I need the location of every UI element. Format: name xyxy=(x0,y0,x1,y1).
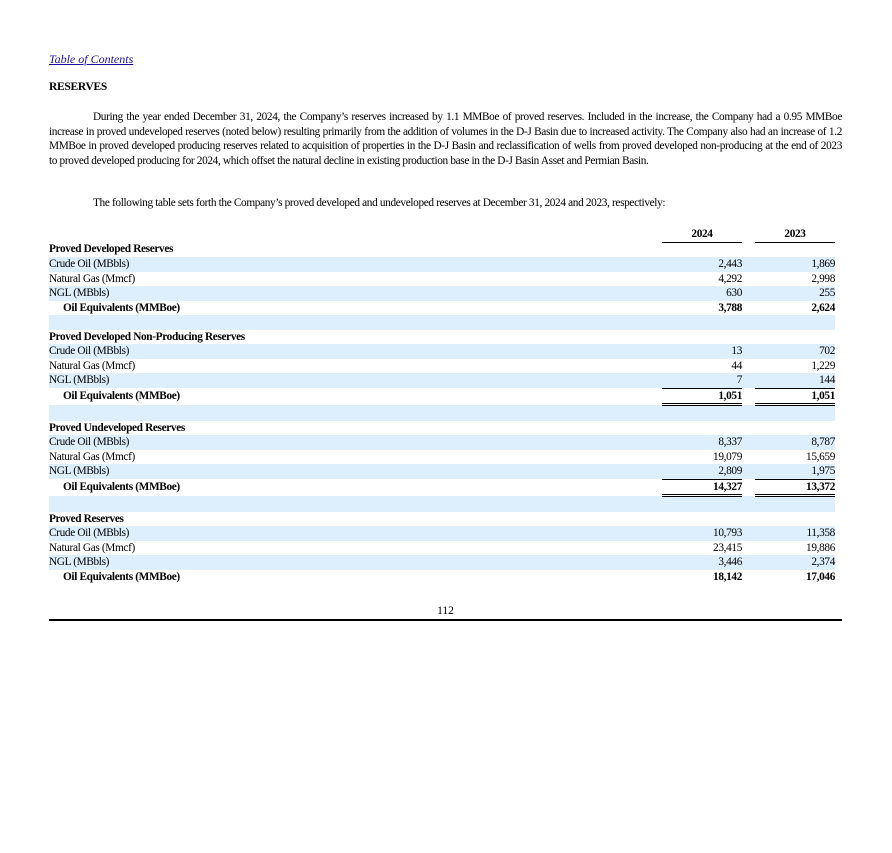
row-label: NGL (MBbls) xyxy=(49,464,662,479)
total-2024: 3,788 xyxy=(718,301,742,314)
row-label: Natural Gas (Mmcf) xyxy=(49,272,135,285)
value-2024: 2,809 xyxy=(662,464,742,479)
section-title-row xyxy=(49,512,835,527)
value-2024: 13 xyxy=(662,344,742,359)
total-label: Oil Equivalents (MMBoe) xyxy=(63,301,180,314)
total-row xyxy=(49,570,835,585)
value-2024: 4,292 xyxy=(718,272,742,285)
spacer-row xyxy=(49,315,835,330)
spacer-row xyxy=(49,405,835,421)
table-row xyxy=(49,286,835,301)
value-2024: 7 xyxy=(662,373,742,388)
value-2023: 702 xyxy=(755,344,835,359)
total-2024: 14,327 xyxy=(662,479,742,496)
column-header-2024: 2024 xyxy=(662,227,742,242)
total-2023: 17,046 xyxy=(806,570,835,583)
column-header-2023: 2023 xyxy=(755,227,835,242)
reserves-paragraph: During the year ended December 31, 2024, the Company’s reserves increased by 1.1 MMBoe of proved reserves. Included in the increase, the Company had a 0.95 MMBoe increase in proved undeveloped reserves (noted below) resulting primarily from the addition of volumes in the D-J Basin due to increased activity. The Company also had an increase of 1.2 MMBoe in proved developed producing reserves related to acquisition of properties in the D-J Basin and reclassification of wells from proved developed non-producing at the end of 2023 to proved developed producing for 2024, which offset the natural decline in existing production base in the D-J Basin Asset and Permian Basin. xyxy=(49,111,842,167)
row-label: Natural Gas (Mmcf) xyxy=(49,359,135,372)
row-label: Natural Gas (Mmcf) xyxy=(49,450,135,463)
reserves-table xyxy=(49,227,835,584)
total-label: Oil Equivalents (MMBoe) xyxy=(63,570,180,583)
section-title: Proved Developed Reserves xyxy=(49,243,174,256)
row-label: Crude Oil (MBbls) xyxy=(49,435,662,450)
table-row xyxy=(49,272,835,287)
table-row xyxy=(49,464,835,479)
table-row xyxy=(49,526,835,541)
value-2023: 144 xyxy=(755,373,835,388)
section-title: Proved Reserves xyxy=(49,512,124,525)
table-of-contents-link[interactable]: Table of Contents xyxy=(49,52,134,66)
total-row xyxy=(49,479,835,496)
row-label: Crude Oil (MBbls) xyxy=(49,526,662,541)
section-title-row xyxy=(49,421,835,436)
total-2023: 13,372 xyxy=(755,479,835,496)
table-row xyxy=(49,450,835,465)
table-intro-paragraph: The following table sets forth the Company’s proved developed and undeveloped reserves at December 31, 2024 and 2023, respectively: xyxy=(93,197,666,209)
value-2023: 1,229 xyxy=(811,359,835,372)
table-header-row xyxy=(49,227,835,242)
total-label: Oil Equivalents (MMBoe) xyxy=(63,390,180,402)
table-row xyxy=(49,555,835,570)
value-2024: 19,079 xyxy=(713,450,742,463)
total-label: Oil Equivalents (MMBoe) xyxy=(63,481,180,493)
value-2023: 8,787 xyxy=(755,435,835,450)
value-2023: 2,374 xyxy=(755,555,835,570)
value-2023: 1,869 xyxy=(755,257,835,272)
total-row xyxy=(49,301,835,316)
row-label: Crude Oil (MBbls) xyxy=(49,344,662,359)
value-2024: 3,446 xyxy=(662,555,742,570)
value-2023: 1,975 xyxy=(755,464,835,479)
page-footer-rule xyxy=(49,619,842,621)
row-label: Natural Gas (Mmcf) xyxy=(49,541,135,554)
value-2024: 10,793 xyxy=(662,526,742,541)
value-2024: 630 xyxy=(662,286,742,301)
section-title-row xyxy=(49,330,835,345)
value-2023: 11,358 xyxy=(755,526,835,541)
value-2023: 2,998 xyxy=(811,272,835,285)
section-heading: RESERVES xyxy=(49,81,107,93)
total-2023: 2,624 xyxy=(811,301,835,314)
value-2024: 2,443 xyxy=(662,257,742,272)
table-row xyxy=(49,257,835,272)
page-number: 112 xyxy=(437,605,454,617)
value-2023: 15,659 xyxy=(806,450,835,463)
table-row xyxy=(49,541,835,556)
total-row xyxy=(49,388,835,405)
value-2024: 44 xyxy=(731,359,742,372)
value-2024: 8,337 xyxy=(662,435,742,450)
value-2024: 23,415 xyxy=(713,541,742,554)
section-title-row xyxy=(49,242,835,257)
row-label: NGL (MBbls) xyxy=(49,555,662,570)
value-2023: 19,886 xyxy=(806,541,835,554)
total-2024: 1,051 xyxy=(662,388,742,405)
spacer-row xyxy=(49,496,835,512)
table-row xyxy=(49,344,835,359)
table-row xyxy=(49,373,835,388)
section-title: Proved Undeveloped Reserves xyxy=(49,421,185,434)
table-row xyxy=(49,435,835,450)
row-label: Crude Oil (MBbls) xyxy=(49,257,662,272)
total-2024: 18,142 xyxy=(713,570,742,583)
table-row xyxy=(49,359,835,374)
section-title: Proved Developed Non-Producing Reserves xyxy=(49,330,245,343)
row-label: NGL (MBbls) xyxy=(49,286,662,301)
row-label: NGL (MBbls) xyxy=(49,373,662,388)
total-2023: 1,051 xyxy=(755,388,835,405)
value-2023: 255 xyxy=(755,286,835,301)
